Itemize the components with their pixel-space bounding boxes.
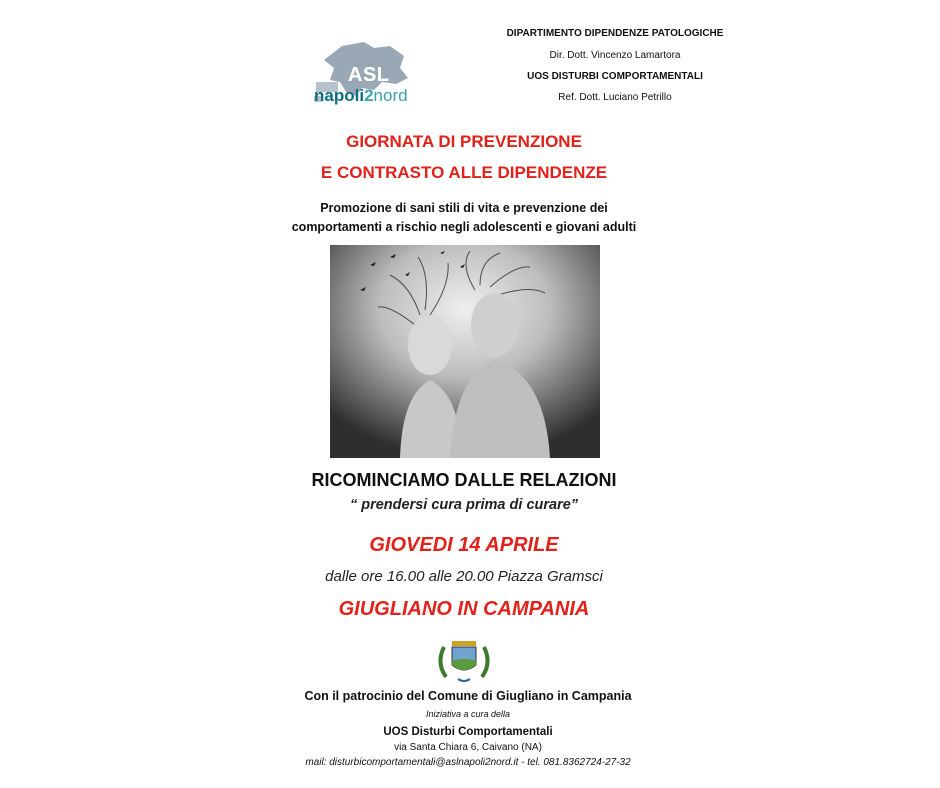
event-date: GIOVEDI 14 APRILE bbox=[369, 534, 559, 556]
referent-name: Ref. Dott. Luciano Petrillo bbox=[558, 92, 672, 103]
event-city: GIUGLIANO IN CAMPANIA bbox=[338, 598, 590, 620]
organizer-address: via Santa Chiara 6, Caivano (NA) bbox=[394, 742, 542, 753]
logo-nord: nord bbox=[373, 86, 408, 105]
logo-napoli-text bbox=[314, 86, 408, 106]
unit-name: UOS DISTURBI COMPORTAMENTALI bbox=[527, 71, 703, 82]
director-name: Dir. Dott. Vincenzo Lamartora bbox=[549, 50, 681, 61]
event-title-line1: GIORNATA DI PREVENZIONE bbox=[346, 132, 582, 151]
logo-asl-text: ASL bbox=[348, 64, 390, 86]
event-hours-location: dalle ore 16.00 alle 20.00 Piazza Gramsci bbox=[325, 568, 603, 585]
event-title-line2: E CONTRASTO ALLE DIPENDENZE bbox=[320, 163, 608, 182]
initiative-text: Iniziativa a cura della bbox=[425, 709, 511, 719]
organizer-contact: mail: disturbicomportamentali@aslnapoli2nord.it - tel. 081.8362724-27-32 bbox=[305, 757, 631, 768]
giugliano-crest-icon bbox=[434, 633, 494, 685]
couple-photo bbox=[330, 245, 600, 458]
logo-two: 2 bbox=[364, 86, 374, 105]
promo-line1: Promozione di sani stili di vita e prevenzione dei bbox=[320, 201, 608, 215]
organizer-name: UOS Disturbi Comportamentali bbox=[383, 726, 553, 738]
department-name: DIPARTIMENTO DIPENDENZE PATOLOGICHE bbox=[506, 28, 724, 39]
logo-napoli-word: napoli bbox=[314, 86, 365, 105]
headline: RICOMINCIAMO DALLE RELAZIONI bbox=[311, 470, 617, 490]
motto: “ prendersi cura prima di curare” bbox=[349, 497, 579, 513]
patronage-text: Con il patrocinio del Comune di Giugliano in Campania bbox=[304, 689, 632, 703]
promo-line2: comportamenti a rischio negli adolescenti e giovani adulti bbox=[291, 220, 637, 234]
